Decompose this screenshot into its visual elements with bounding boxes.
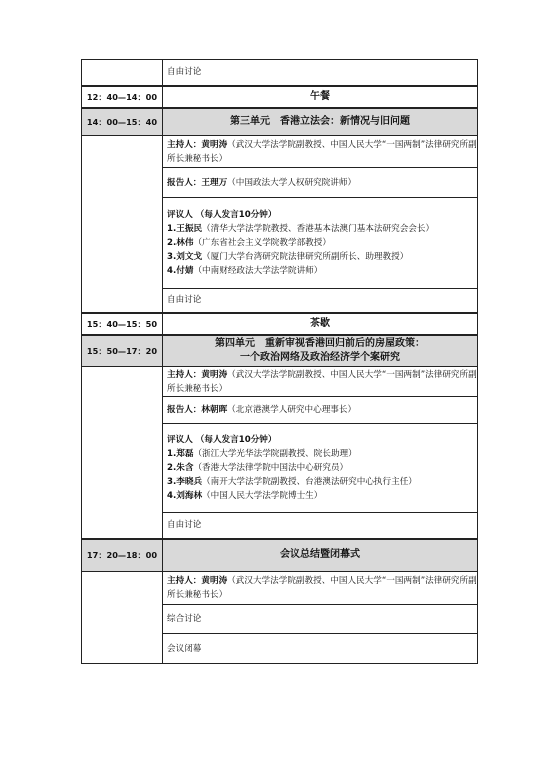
reviewer-detail: （中国人民大学法学院博士生） (202, 491, 323, 501)
reviewer-detail: （厦门大学台湾研究院法律研究所副所长、助理教授） (202, 252, 409, 262)
reviewer-detail: （南开大学法学院副教授、台港澳法研究中心执行主任） (202, 477, 417, 487)
chair-role: 主持人：黄明涛 (167, 139, 228, 150)
row-lunch (82, 86, 478, 108)
reviewer-detail: （香港大学法律学院中国法中心研究员） (193, 463, 349, 473)
closing-chair (163, 572, 478, 605)
reporter-role: 报告人：林朝晖 (167, 405, 228, 415)
row-unit3-header (82, 108, 478, 136)
unit3-reporter (163, 168, 478, 198)
reviewer-detail: （广东省社会主义学院教学部教授） (193, 238, 331, 248)
empty-time-cell (82, 60, 163, 86)
lunch-time: 12：40—14：00 (82, 86, 163, 108)
reviewer-num: 1. (167, 224, 177, 234)
unit4-discussion: 自由讨论 (163, 513, 478, 539)
reviewer-item (167, 250, 477, 264)
unit4-reviewers (163, 424, 478, 513)
reviewer-detail: （浙江大学光华法学院副教授、院长助理） (193, 449, 357, 459)
reviewer-num: 3. (167, 477, 177, 487)
reporter-role: 报告人：王理万 (167, 177, 228, 188)
unit3-discussion: 自由讨论 (163, 289, 478, 313)
reviewer-name: 刘文戈 (176, 252, 203, 262)
reviewer-num: 3. (167, 252, 177, 262)
reviewer-num: 2. (167, 463, 177, 473)
unit3-time-blank (82, 136, 163, 313)
unit4-title (163, 335, 478, 367)
reviewer-item (167, 264, 477, 278)
reviewer-name: 林伟 (176, 238, 194, 248)
reviewer-num: 2. (167, 238, 177, 248)
reviewer-name: 刘海林 (176, 491, 203, 501)
reviewer-item (167, 475, 477, 489)
unit4-time: 15：50—17：20 (82, 335, 163, 367)
row-closing-chair (82, 572, 478, 605)
unit3-title: 第三单元 香港立法会：新情况与旧问题 (163, 108, 478, 136)
reviewer-name: 朱含 (176, 463, 194, 473)
reviewer-num: 4. (167, 266, 177, 276)
closing-title: 会议总结暨闭幕式 (163, 539, 478, 572)
closing-time-blank (82, 572, 163, 664)
closing-close: 会议闭幕 (163, 634, 478, 664)
reviewer-item (167, 447, 477, 461)
schedule-table (81, 59, 478, 664)
unit3-reviewers (163, 198, 478, 289)
closing-time: 17：20—18：00 (82, 539, 163, 572)
reviewer-name: 王振民 (176, 224, 203, 234)
reviewer-item (167, 461, 477, 475)
row-closing-header (82, 539, 478, 572)
chair-detail: （武汉大学法学院副教授、中国人民大学“一国两制”法律研究所副所长兼秘书长） (167, 576, 477, 600)
tea-title: 茶歇 (163, 313, 478, 335)
unit4-title-line1: 第四单元 重新审视香港回归前后的房屋政策： (215, 337, 425, 349)
reviewer-name: 李晓兵 (176, 477, 203, 487)
reporter-detail: （中国政法大学人权研究院讲师） (227, 177, 357, 188)
reviewer-heading: 评议人 （每人发言10分钟） (167, 435, 277, 445)
reviewer-detail: （中南财经政法大学法学院讲师） (193, 266, 323, 276)
chair-detail: （武汉大学法学院副教授、中国人民大学“一国两制”法律研究所副所长兼秘书长） (167, 369, 477, 394)
row-unit4-header (82, 335, 478, 367)
unit3-time: 14：00—15：40 (82, 108, 163, 136)
reviewer-item (167, 489, 477, 503)
reporter-detail: （北京港澳学人研究中心理事长） (227, 405, 357, 415)
closing-discussion: 综合讨论 (163, 605, 478, 634)
reviewer-heading: 评议人 （每人发言10分钟） (167, 210, 277, 220)
chair-detail: （武汉大学法学院副教授、中国人民大学“一国两制”法律研究所副所长兼秘书长） (167, 139, 477, 164)
reviewer-num: 1. (167, 449, 177, 459)
row-unit3-chair (82, 136, 478, 168)
chair-role: 主持人：黄明涛 (167, 576, 228, 586)
reviewer-name: 付婧 (176, 266, 194, 276)
tea-time: 15：40—15：50 (82, 313, 163, 335)
reviewer-item (167, 236, 477, 250)
reviewer-name: 郑磊 (176, 449, 194, 459)
row-tea (82, 313, 478, 335)
free-discussion-text: 自由讨论 (163, 60, 478, 86)
unit4-reporter (163, 397, 478, 424)
chair-role: 主持人：黄明涛 (167, 369, 228, 380)
unit3-chair (163, 136, 478, 168)
reviewer-item (167, 222, 477, 236)
reviewer-num: 4. (167, 491, 177, 501)
unit4-title-line2: 一个政治网络及政治经济学个案研究 (240, 351, 400, 363)
row-free-discussion-top (82, 60, 478, 86)
reviewer-detail: （清华大学法学院教授、香港基本法澳门基本法研究会会长） (202, 224, 435, 234)
unit4-time-blank (82, 367, 163, 539)
row-unit4-chair (82, 367, 478, 397)
unit4-chair (163, 367, 478, 397)
lunch-title: 午餐 (163, 86, 478, 108)
